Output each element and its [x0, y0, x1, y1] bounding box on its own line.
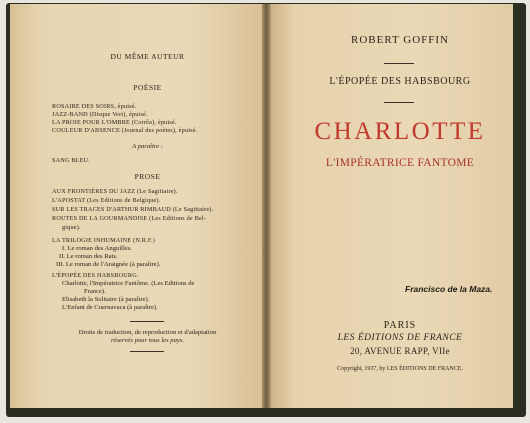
poetry-item: LA PROIE POUR L'OMBRE (Corrêa), épuisé. [52, 119, 177, 126]
trilogy-item: III. Le roman de l'Araignée (à paraître). [56, 261, 161, 268]
book-gutter [262, 4, 271, 408]
epopee-item: Elisabeth la Solitaire (à paraître). [62, 296, 150, 303]
prose-item-continued: gique). [62, 224, 81, 231]
trilogy-heading: LA TRILOGIE INHUMAINE (N.R.F.) [52, 237, 156, 244]
book-title: CHARLOTTE [314, 118, 486, 145]
book-subtitle: L'IMPÉRATRICE FANTOME [325, 157, 475, 169]
prose-item: SUR LES TRACES D'ARTHUR RIMBAUD (Le Sagittaire). [52, 206, 214, 213]
prose-item: AUX FRONTIÈRES DU JAZZ (Le Sagittaire). [52, 188, 178, 195]
divider [130, 351, 164, 352]
publisher-city: PARIS [383, 320, 417, 331]
epopee-item: L'Enfant de Cuernavaca (à paraître). [62, 304, 158, 311]
publisher-name: LES ÉDITIONS DE FRANCE [337, 333, 463, 343]
epopee-item-continued: France). [84, 288, 106, 295]
divider [384, 63, 414, 64]
poetry-item: COULEUR D'ABSENCE (Journal des poètes), épuisé. [52, 127, 198, 134]
poetry-heading: POÉSIE [133, 83, 162, 92]
publisher-address: 20, AVENUE RAPP, VIIe [350, 346, 450, 356]
forthcoming-item: SANG BLEU. [52, 157, 91, 164]
author-name: ROBERT GOFFIN [350, 34, 449, 46]
poetry-item: ROSAIRE DES SOIRS, épuisé. [52, 103, 137, 110]
epopee-item: Charlotte, l'Impératrice Fantôme. (Les Editions de [62, 280, 195, 287]
divider [384, 102, 414, 103]
poetry-item: JAZZ-BAND (Disque Vert), épuisé. [52, 111, 148, 118]
prose-heading: PROSE [134, 172, 161, 181]
rights-notice: Droits de traduction, de reproduction et d'adaptation [78, 329, 217, 336]
trilogy-item: I. Le roman des Anguilles. [62, 245, 132, 252]
divider [130, 321, 164, 322]
other-works-heading: DU MÊME AUTEUR [110, 52, 185, 61]
forthcoming-label: A paraître : [132, 143, 163, 150]
copyright-line: Copyright, 1937, by LES ÉDITIONS DE FRANCE. [337, 366, 463, 372]
series-title: L'ÉPOPÉE DES HABSBOURG [329, 76, 471, 87]
epopee-heading: L'ÉPOPÉE DES HABSBOURG. [52, 272, 139, 279]
rights-notice: réservés pour tous les pays. [110, 337, 185, 344]
trilogy-item: II. Le roman des Rats. [59, 253, 118, 260]
prose-item: L'APOSTAT (Les Editions de Belgique). [52, 197, 161, 204]
prose-item: ROUTES DE LA GOURMANDISE (Les Editions de Bel- [52, 215, 207, 222]
handwritten-signature: Francisco de la Maza. [405, 284, 493, 294]
